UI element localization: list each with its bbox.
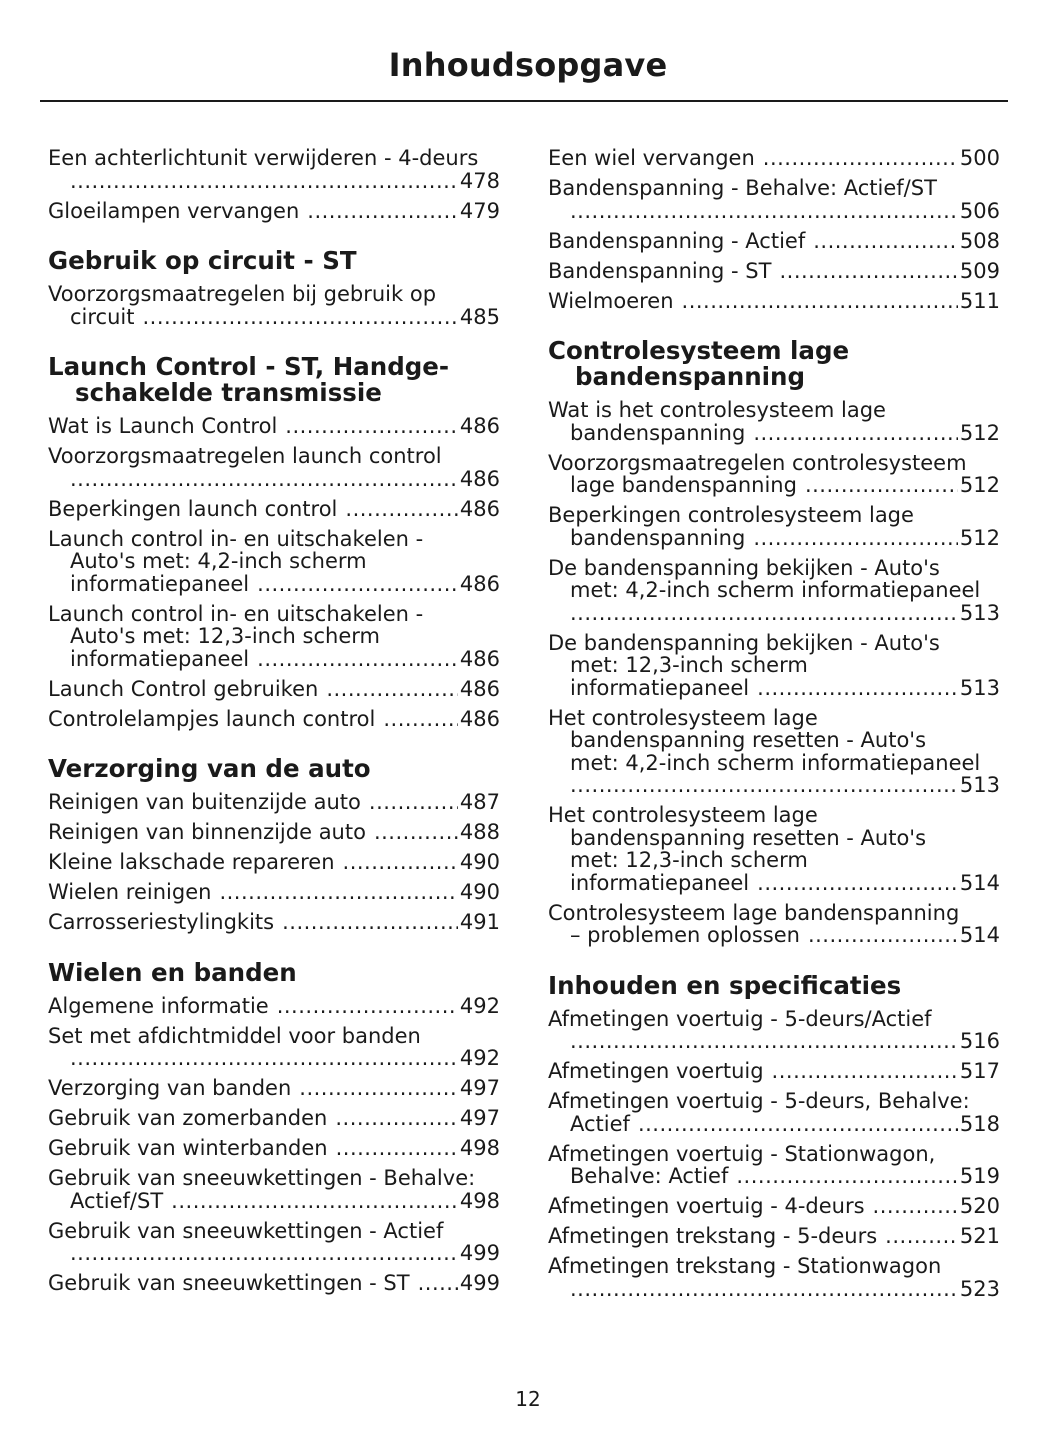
dot-leader <box>70 468 458 491</box>
toc-entry-text: met: 12,3-inch scherm <box>570 653 808 677</box>
toc-entry-line <box>48 200 500 223</box>
toc-entry-line <box>548 1090 1000 1113</box>
section-heading <box>48 756 500 782</box>
toc-entry-text: Gebruik van sneeuwkettingen - Behalve: <box>48 1166 476 1190</box>
dot-leader <box>763 147 958 170</box>
dot-leader <box>808 924 958 947</box>
dot-leader <box>570 1278 958 1301</box>
toc-entry-text: Wielmoeren <box>548 288 674 313</box>
toc-entry-text: met: 4,2-inch scherm informatiepaneel <box>570 578 981 602</box>
toc-entry[interactable] <box>548 452 1000 497</box>
toc-entry-text: Kleine lakschade repareren <box>48 850 335 874</box>
dot-leader <box>736 1165 958 1188</box>
toc-entry-text: Afmetingen trekstang - Stationwagon <box>548 1254 942 1278</box>
toc-entry-line <box>548 290 1000 313</box>
toc-entry-text: Beperkingen launch control <box>48 496 338 521</box>
toc-page-number: 486 <box>459 496 500 521</box>
toc-entry-text: Wat is het controlesysteem lage <box>548 398 886 422</box>
toc-entry[interactable] <box>548 504 1000 549</box>
toc-entry-line <box>548 504 1000 527</box>
toc-entry-line <box>548 774 1000 797</box>
toc-entry-line <box>48 603 500 626</box>
dot-leader <box>257 573 458 596</box>
toc-entry[interactable] <box>48 283 500 328</box>
dot-leader <box>282 911 458 934</box>
dot-leader <box>570 200 958 223</box>
toc-entry-line <box>48 791 500 814</box>
toc-entry[interactable] <box>48 200 500 223</box>
toc-entry-line <box>548 872 1000 895</box>
toc-entry-line <box>48 1220 500 1243</box>
toc-entry-text: Bandenspanning - Behalve: Actief/ST <box>548 176 937 200</box>
toc-entry-line <box>548 474 1000 497</box>
toc-entry[interactable] <box>548 230 1000 253</box>
toc-entry-line <box>48 708 500 731</box>
toc-entry[interactable] <box>548 1060 1000 1083</box>
toc-entry-text: Launch Control gebruiken <box>48 676 319 701</box>
toc-entry-text: Afmetingen voertuig - Stationwagon, <box>548 1141 936 1166</box>
toc-page-number: 513 <box>959 773 1000 797</box>
toc-entry-line <box>48 147 500 170</box>
dot-leader <box>369 791 458 814</box>
toc-entry[interactable] <box>48 678 500 701</box>
toc-entry-line <box>548 147 1000 170</box>
toc-entry-text: informatiepaneel <box>570 675 750 700</box>
section-heading-line: Launch Control - ST, Handge- <box>48 352 450 381</box>
section-heading <box>48 957 500 987</box>
toc-entry[interactable] <box>548 177 1000 222</box>
toc-entry[interactable] <box>548 804 1000 894</box>
toc-entry-line <box>548 230 1000 253</box>
section-heading <box>48 354 500 406</box>
dot-leader <box>805 474 958 497</box>
toc-entry[interactable] <box>48 821 500 844</box>
toc-entry-line <box>548 1113 1000 1136</box>
toc-entry[interactable] <box>548 399 1000 444</box>
dot-leader <box>285 415 458 438</box>
toc-page-number: 498 <box>459 1136 500 1160</box>
toc-entry[interactable] <box>548 902 1000 947</box>
dot-leader <box>219 881 457 904</box>
dot-leader <box>374 821 458 844</box>
dot-leader <box>779 260 957 283</box>
toc-entry-text: Gebruik van zomerbanden <box>48 1106 328 1130</box>
toc-page-number: 479 <box>459 198 500 223</box>
toc-entry[interactable] <box>548 557 1000 625</box>
toc-entry-text: Beperkingen controlesysteem lage <box>548 503 914 527</box>
toc-entry-line <box>548 729 1000 752</box>
dot-leader <box>753 422 958 445</box>
toc-entry-line <box>48 1167 500 1190</box>
toc-entry[interactable] <box>48 881 500 904</box>
toc-entry-line <box>48 911 500 934</box>
toc-entry-line <box>48 573 500 596</box>
dot-leader <box>299 1077 458 1100</box>
dot-leader <box>638 1113 958 1136</box>
toc-page-number: 497 <box>459 1076 500 1100</box>
dot-leader <box>70 170 458 193</box>
toc-entry-text: Een wiel vervangen <box>548 146 755 170</box>
dot-leader <box>757 872 958 895</box>
toc-page-number: 499 <box>459 1271 500 1295</box>
toc-entry-text: bandenspanning resetten - Auto's <box>570 825 927 850</box>
toc-entry-text: informatiepaneel <box>70 646 250 671</box>
toc-entry-text: Controlesysteem lage bandenspanning <box>548 900 960 925</box>
dot-leader <box>343 851 458 874</box>
toc-entry-line <box>548 1143 1000 1166</box>
toc-entry-line <box>548 602 1000 625</box>
toc-entry[interactable] <box>548 1008 1000 1053</box>
toc-page-number: 491 <box>459 910 500 934</box>
toc-entry-text: Carrosseriestylingkits <box>48 910 275 934</box>
toc-entry-text: Auto's met: 12,3-inch scherm <box>70 624 380 648</box>
toc-page-number: 478 <box>459 168 500 193</box>
toc-entry-text: Voorzorgsmaatregelen launch control <box>48 444 442 468</box>
toc-column-left <box>48 147 500 1302</box>
toc-entry[interactable] <box>48 995 500 1018</box>
toc-entry-line <box>548 924 1000 947</box>
toc-entry-text: Gloeilampen vervangen <box>48 198 300 223</box>
toc-column-right <box>548 147 1000 1308</box>
toc-entry-text: Algemene informatie <box>48 993 269 1018</box>
toc-entry-line <box>548 1225 1000 1248</box>
toc-entry-line <box>48 1190 500 1213</box>
toc-entry-text: bandenspanning resetten - Auto's <box>570 728 927 752</box>
dot-leader <box>813 230 958 253</box>
toc-entry-text: Reinigen van buitenzijde auto <box>48 790 361 814</box>
toc-entry[interactable] <box>548 1255 1000 1300</box>
toc-entry[interactable] <box>548 1225 1000 1248</box>
toc-entry[interactable] <box>48 147 500 192</box>
toc-entry-line <box>48 881 500 904</box>
toc-entry-text: De bandenspanning bekijken - Auto's <box>548 630 940 655</box>
section-heading-line: Inhouden en specificaties <box>548 970 902 1000</box>
toc-entry-line <box>48 415 500 438</box>
toc-page-number: 516 <box>959 1029 1000 1053</box>
toc-entry-text: Een achterlichtunit verwijderen - 4-deurs <box>48 146 479 170</box>
toc-page-number: 514 <box>959 870 1000 895</box>
toc-page-number: 486 <box>459 706 500 731</box>
toc-entry-text: informatiepaneel <box>570 870 750 895</box>
toc-entry-text: Verzorging van banden <box>48 1076 292 1100</box>
dot-leader <box>277 995 458 1018</box>
toc-entry-line <box>548 804 1000 827</box>
toc-entry[interactable] <box>48 498 500 521</box>
toc-entry-text: Auto's met: 4,2-inch scherm <box>70 549 367 573</box>
toc-page-number: 518 <box>959 1111 1000 1136</box>
toc-entry[interactable] <box>48 791 500 814</box>
toc-entry-text: Afmetingen voertuig <box>548 1059 764 1083</box>
toc-page-number: 513 <box>959 675 1000 700</box>
toc-page-number: 486 <box>459 466 500 491</box>
toc-page-number: 487 <box>459 790 500 814</box>
toc-entry-line <box>548 632 1000 655</box>
dot-leader <box>70 1242 458 1265</box>
toc-page-number: 499 <box>459 1241 500 1265</box>
toc-entry-text: Afmetingen voertuig - 5-deurs, Behalve: <box>548 1089 970 1113</box>
toc-entry-line <box>548 654 1000 677</box>
toc-entry-text: met: 12,3-inch scherm <box>570 848 808 872</box>
toc-page-number: 498 <box>459 1188 500 1213</box>
toc-entry[interactable] <box>48 708 500 731</box>
toc-entry-line <box>48 678 500 701</box>
dot-leader <box>335 1107 458 1130</box>
toc-page-number: 488 <box>459 820 500 844</box>
toc-entry[interactable] <box>48 415 500 438</box>
dot-leader <box>772 1060 958 1083</box>
toc-page-number: 512 <box>959 473 1000 497</box>
toc-entry[interactable] <box>48 445 500 490</box>
toc-entry-text: Launch control in- en uitschakelen - <box>48 526 424 551</box>
toc-page-number: 511 <box>959 288 1000 313</box>
dot-leader <box>885 1225 958 1248</box>
dot-leader <box>142 306 457 329</box>
toc-entry-line <box>548 1008 1000 1031</box>
toc-entry-text: circuit <box>70 304 135 329</box>
toc-entry-text: Gebruik van winterbanden <box>48 1136 328 1160</box>
dot-leader <box>757 677 958 700</box>
toc-page-number: 490 <box>459 850 500 874</box>
toc-entry[interactable] <box>48 1077 500 1100</box>
toc-entry-line <box>48 648 500 671</box>
toc-page-number: 490 <box>459 880 500 904</box>
toc-entry-text: Het controlesysteem lage <box>548 705 818 730</box>
toc-entry[interactable] <box>548 1090 1000 1135</box>
toc-entry-line <box>548 707 1000 730</box>
toc-entry[interactable] <box>548 290 1000 313</box>
dot-leader <box>257 648 458 671</box>
toc-entry-text: Actief <box>570 1111 630 1136</box>
toc-entry[interactable] <box>48 1220 500 1265</box>
toc-entry-line <box>48 468 500 491</box>
toc-entry-line <box>548 827 1000 850</box>
dot-leader <box>326 678 458 701</box>
toc-entry-text: Bandenspanning - ST <box>548 258 772 283</box>
toc-entry-text: Voorzorgsmaatregelen controlesysteem <box>548 450 967 475</box>
section-heading-line: Wielen en banden <box>48 957 297 987</box>
page-number: 12 <box>515 1387 541 1411</box>
toc-entry-line <box>548 422 1000 445</box>
toc-entry-text: Behalve: Actief <box>570 1164 729 1188</box>
toc-page-number: 486 <box>459 646 500 671</box>
toc-entry-line <box>548 902 1000 925</box>
toc-entry-text: Actief/ST <box>70 1188 164 1213</box>
toc-entry-line <box>48 1047 500 1070</box>
section-heading-line: Verzorging van de auto <box>48 754 371 783</box>
toc-entry-line <box>548 1060 1000 1083</box>
dot-leader <box>873 1195 958 1218</box>
toc-entry-text: Gebruik van sneeuwkettingen - Actief <box>48 1218 444 1243</box>
toc-entry-text: Gebruik van sneeuwkettingen - ST <box>48 1271 410 1295</box>
toc-entry-line <box>48 1077 500 1100</box>
section-heading-line: Gebruik op circuit - ST <box>48 246 357 275</box>
toc-page-number: 485 <box>459 304 500 329</box>
toc-entry-text: Reinigen van binnenzijde auto <box>48 820 366 844</box>
toc-entry-line <box>48 851 500 874</box>
toc-entry-line <box>48 1107 500 1130</box>
toc-entry[interactable] <box>548 707 1000 797</box>
toc-entry-line <box>548 557 1000 580</box>
dot-leader <box>570 774 958 797</box>
toc-entry-line <box>48 995 500 1018</box>
toc-entry-text: Launch control in- en uitschakelen - <box>48 601 424 626</box>
toc-entry[interactable] <box>48 851 500 874</box>
toc-entry-line <box>548 200 1000 223</box>
toc-page-number: 508 <box>959 228 1000 253</box>
toc-entry[interactable] <box>548 147 1000 170</box>
toc-entry-line <box>548 579 1000 602</box>
toc-entry-text: Bandenspanning - Actief <box>548 228 806 253</box>
toc-page-number: 519 <box>959 1164 1000 1188</box>
toc-page-number: 509 <box>959 258 1000 283</box>
toc-entry-line <box>48 625 500 648</box>
dot-leader <box>307 200 458 223</box>
toc-entry-text: Set met afdichtmiddel voor banden <box>48 1023 421 1048</box>
toc-entry[interactable] <box>48 603 500 671</box>
toc-entry-line <box>548 1165 1000 1188</box>
toc-entry[interactable] <box>548 1195 1000 1218</box>
toc-entry-line <box>48 170 500 193</box>
section-heading <box>48 248 500 274</box>
dot-leader <box>570 602 958 625</box>
toc-entry-line <box>548 677 1000 700</box>
dot-leader <box>336 1137 458 1160</box>
toc-entry-line <box>48 821 500 844</box>
toc-entry[interactable] <box>548 1143 1000 1188</box>
section-heading-line: Controlesysteem lage <box>548 336 850 365</box>
dot-leader <box>418 1272 458 1295</box>
toc-page-number: 506 <box>959 198 1000 223</box>
toc-entry-line <box>548 260 1000 283</box>
toc-page-number: 500 <box>959 146 1000 170</box>
toc-entry[interactable] <box>48 1272 500 1295</box>
dot-leader <box>753 527 958 550</box>
toc-entry-line <box>48 550 500 573</box>
toc-entry-line <box>48 498 500 521</box>
title-divider <box>40 100 1008 102</box>
toc-entry-text: informatiepaneel <box>70 571 250 596</box>
toc-entry[interactable] <box>48 1025 500 1070</box>
toc-entry-line <box>48 528 500 551</box>
toc-entry-line <box>48 1242 500 1265</box>
toc-entry-text: – problemen oplossen <box>570 923 800 947</box>
toc-entry-line <box>548 399 1000 422</box>
toc-entry-text: Het controlesysteem lage <box>548 803 818 827</box>
toc-entry-line <box>48 1137 500 1160</box>
toc-entry[interactable] <box>48 528 500 596</box>
toc-entry[interactable] <box>548 632 1000 700</box>
toc-entry-text: Afmetingen voertuig - 5-deurs/Actief <box>548 1006 932 1031</box>
toc-entry[interactable] <box>48 1167 500 1212</box>
toc-entry-text: bandenspanning <box>570 420 746 445</box>
toc-entry-text: Wat is Launch Control <box>48 414 278 438</box>
toc-page-number: 514 <box>959 923 1000 947</box>
toc-entry-line <box>48 1025 500 1048</box>
toc-entry-text: Afmetingen trekstang - 5-deurs <box>548 1224 878 1248</box>
toc-entry-line <box>48 445 500 468</box>
toc-entry-line <box>48 283 500 306</box>
toc-entry-text: Afmetingen voertuig - 4-deurs <box>548 1194 865 1218</box>
toc-page-number: 521 <box>959 1224 1000 1248</box>
toc-page-number: 492 <box>459 993 500 1018</box>
toc-entry-line <box>548 527 1000 550</box>
toc-entry-line <box>548 849 1000 872</box>
section-heading <box>548 970 1000 1000</box>
dot-leader <box>383 708 458 731</box>
section-heading <box>548 338 1000 390</box>
section-heading-line: bandenspanning <box>575 362 806 391</box>
toc-entry-line <box>548 1278 1000 1301</box>
dot-leader <box>345 498 458 521</box>
toc-entry-text: Wielen reinigen <box>48 880 212 904</box>
toc-page-number: 517 <box>959 1059 1000 1083</box>
toc-entry-line <box>548 1195 1000 1218</box>
dot-leader <box>171 1190 458 1213</box>
toc-page-number: 520 <box>959 1194 1000 1218</box>
dot-leader <box>570 1030 958 1053</box>
toc-page-number: 512 <box>959 420 1000 445</box>
toc-page-number: 497 <box>459 1106 500 1130</box>
toc-entry-line <box>548 752 1000 775</box>
dot-leader <box>70 1047 458 1070</box>
toc-entry-text: met: 4,2-inch scherm informatiepaneel <box>570 750 981 775</box>
dot-leader <box>682 290 958 313</box>
page-title: Inhoudsopgave <box>388 46 668 84</box>
toc-entry[interactable] <box>48 911 500 934</box>
toc-page-number: 492 <box>459 1046 500 1070</box>
toc-page-number: 486 <box>459 571 500 596</box>
toc-entry-text: bandenspanning <box>570 525 746 550</box>
toc-page-number: 523 <box>959 1276 1000 1301</box>
toc-entry-line <box>548 177 1000 200</box>
toc-entry-line <box>548 452 1000 475</box>
toc-page-number: 486 <box>459 676 500 701</box>
section-heading-line: schakelde transmissie <box>75 378 382 407</box>
toc-page-number: 513 <box>959 600 1000 625</box>
toc-entry-line <box>48 1272 500 1295</box>
toc-page-number: 512 <box>959 525 1000 550</box>
toc-entry-text: lage bandenspanning <box>570 473 797 497</box>
toc-entry[interactable] <box>548 260 1000 283</box>
toc-page-number: 486 <box>459 414 500 438</box>
toc-entry[interactable] <box>48 1137 500 1160</box>
toc-entry-text: Voorzorgsmaatregelen bij gebruik op <box>48 282 437 306</box>
toc-entry-text: Controlelampjes launch control <box>48 706 376 731</box>
toc-entry-line <box>48 306 500 329</box>
toc-entry-line <box>548 1255 1000 1278</box>
toc-entry-text: De bandenspanning bekijken - Auto's <box>548 555 940 580</box>
toc-entry-line <box>548 1030 1000 1053</box>
toc-entry[interactable] <box>48 1107 500 1130</box>
